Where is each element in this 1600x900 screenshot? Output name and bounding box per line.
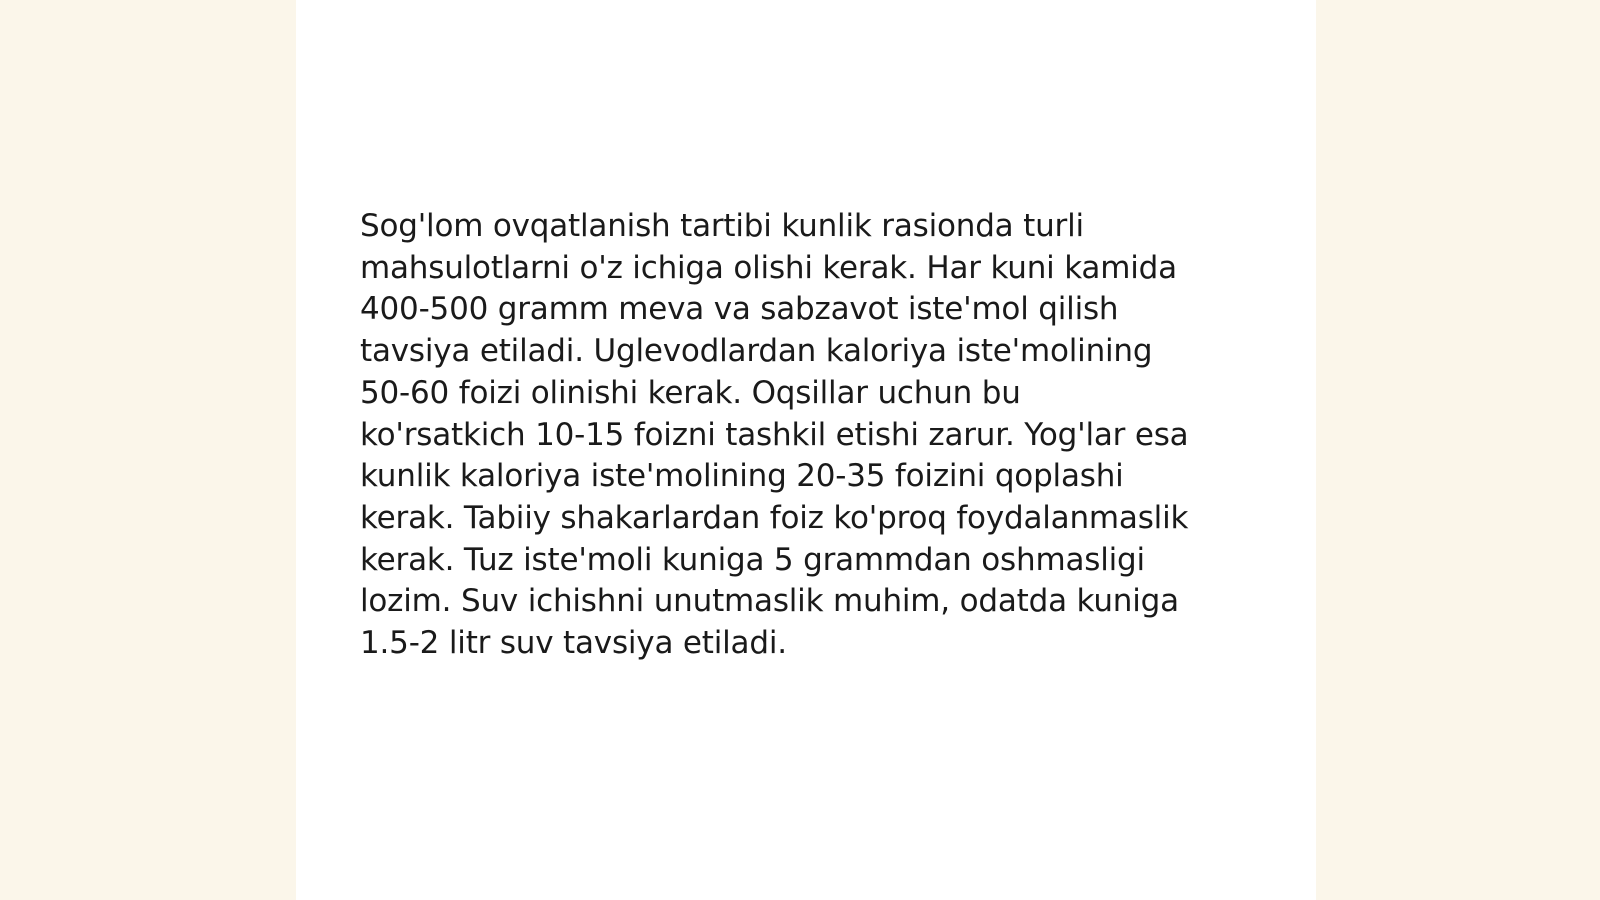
text-line: 1.5-2 litr suv tavsiya etiladi. bbox=[360, 625, 787, 662]
text-line: Sog'lom ovqatlanish tartibi kunlik rasionda turli bbox=[360, 208, 1084, 244]
background-left-margin bbox=[0, 0, 296, 900]
text-line: lozim. Suv ichishni unutmaslik muhim, odatda kuniga bbox=[360, 583, 1179, 620]
text-line: kerak. Tabiiy shakarlardan foiz ko'proq foydalanmaslik bbox=[360, 499, 1189, 536]
body-paragraph bbox=[360, 206, 1250, 665]
text-line: kunlik kaloriya iste'molining 20-35 foizini qoplashi bbox=[360, 458, 1124, 495]
text-line: 400-500 gramm meva va sabzavot iste'mol qilish bbox=[360, 291, 1119, 328]
text-line: tavsiya etiladi. Uglevodlardan kaloriya iste'molining bbox=[360, 333, 1153, 370]
text-line: mahsulotlarni o'z ichiga olishi kerak. Har kuni kamida bbox=[360, 249, 1177, 286]
document-page bbox=[296, 0, 1316, 900]
text-line: 50-60 foizi olinishi kerak. Oqsillar uchun bu bbox=[360, 374, 1021, 411]
text-line: ko'rsatkich 10-15 foizni tashkil etishi zarur. Yog'lar esa bbox=[360, 416, 1189, 453]
text-line: kerak. Tuz iste'moli kuniga 5 grammdan oshmasligi bbox=[360, 541, 1145, 578]
background-right-margin bbox=[1316, 0, 1600, 900]
